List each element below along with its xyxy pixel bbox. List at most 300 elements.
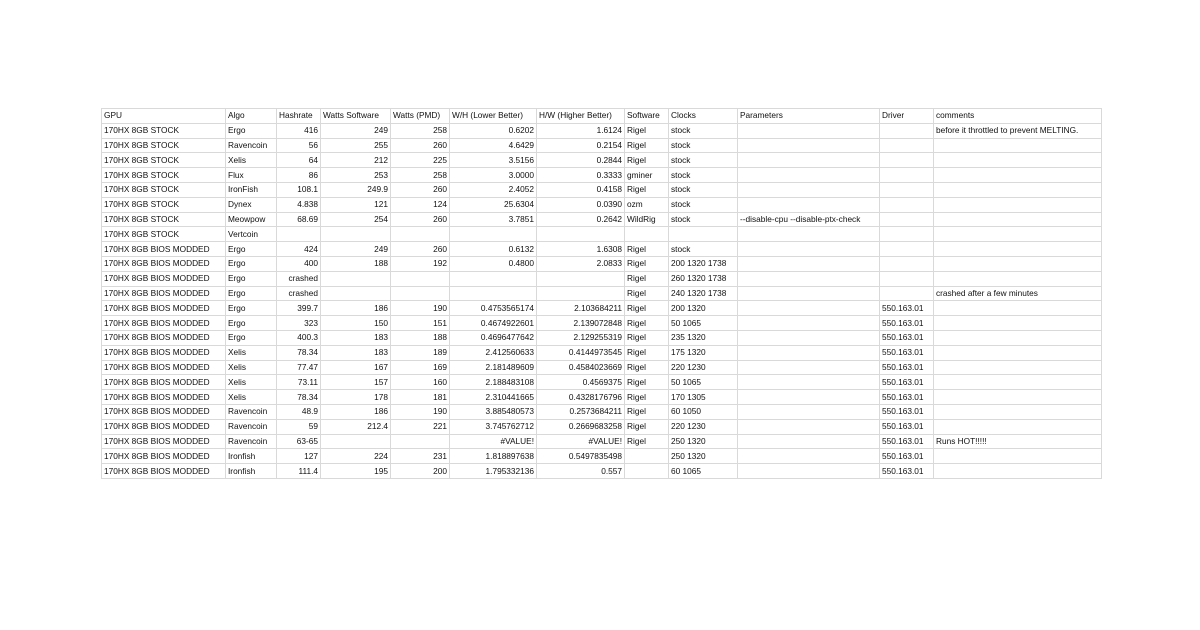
cell-clocks[interactable]: stock [669, 182, 738, 197]
header-cell-algo[interactable]: Algo [226, 109, 277, 124]
cell-parameters[interactable]: --disable-cpu --disable-ptx-check [738, 212, 880, 227]
cell-w-per-h[interactable]: 0.4696477642 [450, 330, 537, 345]
cell-parameters[interactable] [738, 419, 880, 434]
cell-w-per-h[interactable]: 2.181489609 [450, 360, 537, 375]
cell-clocks[interactable]: 60 1065 [669, 464, 738, 479]
cell-w-per-h[interactable]: 1.818897638 [450, 449, 537, 464]
cell-software[interactable]: Rigel [625, 182, 669, 197]
cell-hashrate[interactable]: 111.4 [277, 464, 321, 479]
cell-comments[interactable] [934, 153, 1102, 168]
cell-w-per-h[interactable]: 3.745762712 [450, 419, 537, 434]
cell-hashrate[interactable]: 86 [277, 168, 321, 183]
cell-watts-pmd[interactable]: 124 [391, 197, 450, 212]
cell-parameters[interactable] [738, 375, 880, 390]
cell-driver[interactable] [880, 168, 934, 183]
cell-algo[interactable]: Ergo [226, 271, 277, 286]
cell-watts-software[interactable]: 195 [321, 464, 391, 479]
cell-parameters[interactable] [738, 434, 880, 449]
cell-algo[interactable]: IronFish [226, 182, 277, 197]
cell-algo[interactable]: Ergo [226, 301, 277, 316]
cell-software[interactable]: Rigel [625, 301, 669, 316]
cell-driver[interactable] [880, 153, 934, 168]
cell-hashrate[interactable]: 108.1 [277, 182, 321, 197]
cell-software[interactable]: ozm [625, 197, 669, 212]
cell-h-per-w[interactable]: 0.0390 [537, 197, 625, 212]
cell-driver[interactable]: 550.163.01 [880, 404, 934, 419]
cell-clocks[interactable]: 50 1065 [669, 375, 738, 390]
cell-comments[interactable] [934, 330, 1102, 345]
cell-hashrate[interactable]: 63-65 [277, 434, 321, 449]
cell-watts-pmd[interactable]: 260 [391, 182, 450, 197]
cell-algo[interactable]: Ergo [226, 316, 277, 331]
cell-watts-pmd[interactable]: 189 [391, 345, 450, 360]
cell-comments[interactable] [934, 168, 1102, 183]
cell-software[interactable]: Rigel [625, 360, 669, 375]
cell-gpu[interactable]: 170HX 8GB BIOS MODDED [102, 345, 226, 360]
cell-watts-pmd[interactable]: 192 [391, 256, 450, 271]
cell-h-per-w[interactable]: 0.4144973545 [537, 345, 625, 360]
cell-gpu[interactable]: 170HX 8GB BIOS MODDED [102, 464, 226, 479]
cell-watts-pmd[interactable]: 181 [391, 390, 450, 405]
cell-gpu[interactable]: 170HX 8GB BIOS MODDED [102, 271, 226, 286]
cell-gpu[interactable]: 170HX 8GB STOCK [102, 168, 226, 183]
cell-clocks[interactable]: 175 1320 [669, 345, 738, 360]
cell-algo[interactable]: Ergo [226, 123, 277, 138]
cell-gpu[interactable]: 170HX 8GB BIOS MODDED [102, 449, 226, 464]
cell-software[interactable]: Rigel [625, 375, 669, 390]
cell-watts-pmd[interactable]: 258 [391, 168, 450, 183]
cell-software[interactable]: Rigel [625, 286, 669, 301]
cell-parameters[interactable] [738, 301, 880, 316]
cell-parameters[interactable] [738, 271, 880, 286]
cell-software[interactable]: Rigel [625, 138, 669, 153]
cell-hashrate[interactable]: 416 [277, 123, 321, 138]
cell-comments[interactable] [934, 138, 1102, 153]
cell-watts-software[interactable]: 186 [321, 301, 391, 316]
header-cell-watts-software[interactable]: Watts Software [321, 109, 391, 124]
cell-gpu[interactable]: 170HX 8GB STOCK [102, 212, 226, 227]
cell-software[interactable] [625, 464, 669, 479]
cell-w-per-h[interactable] [450, 286, 537, 301]
cell-algo[interactable]: Ironfish [226, 464, 277, 479]
cell-comments[interactable]: Runs HOT!!!!! [934, 434, 1102, 449]
cell-hashrate[interactable]: crashed [277, 286, 321, 301]
cell-parameters[interactable] [738, 360, 880, 375]
cell-watts-software[interactable]: 183 [321, 330, 391, 345]
cell-driver[interactable] [880, 256, 934, 271]
cell-w-per-h[interactable]: #VALUE! [450, 434, 537, 449]
cell-watts-pmd[interactable] [391, 434, 450, 449]
cell-w-per-h[interactable]: 25.6304 [450, 197, 537, 212]
cell-watts-pmd[interactable]: 160 [391, 375, 450, 390]
cell-watts-pmd[interactable]: 260 [391, 138, 450, 153]
cell-clocks[interactable]: 220 1230 [669, 360, 738, 375]
cell-comments[interactable]: before it throttled to prevent MELTING. [934, 123, 1102, 138]
cell-driver[interactable] [880, 286, 934, 301]
cell-watts-pmd[interactable]: 188 [391, 330, 450, 345]
cell-watts-software[interactable]: 157 [321, 375, 391, 390]
cell-comments[interactable] [934, 375, 1102, 390]
cell-h-per-w[interactable]: 0.4584023669 [537, 360, 625, 375]
cell-comments[interactable]: crashed after a few minutes [934, 286, 1102, 301]
cell-parameters[interactable] [738, 138, 880, 153]
cell-clocks[interactable]: 235 1320 [669, 330, 738, 345]
cell-h-per-w[interactable]: 0.4158 [537, 182, 625, 197]
cell-software[interactable]: WildRig [625, 212, 669, 227]
cell-driver[interactable]: 550.163.01 [880, 360, 934, 375]
cell-clocks[interactable]: stock [669, 242, 738, 257]
cell-watts-pmd[interactable]: 169 [391, 360, 450, 375]
cell-software[interactable]: Rigel [625, 404, 669, 419]
cell-h-per-w[interactable]: 0.557 [537, 464, 625, 479]
cell-h-per-w[interactable]: 1.6308 [537, 242, 625, 257]
cell-gpu[interactable]: 170HX 8GB BIOS MODDED [102, 316, 226, 331]
cell-clocks[interactable] [669, 227, 738, 242]
cell-clocks[interactable]: 250 1320 [669, 449, 738, 464]
cell-hashrate[interactable]: 77.47 [277, 360, 321, 375]
cell-algo[interactable]: Xelis [226, 390, 277, 405]
cell-software[interactable]: Rigel [625, 256, 669, 271]
cell-gpu[interactable]: 170HX 8GB BIOS MODDED [102, 360, 226, 375]
cell-w-per-h[interactable]: 2.4052 [450, 182, 537, 197]
cell-h-per-w[interactable]: 0.4569375 [537, 375, 625, 390]
cell-h-per-w[interactable]: #VALUE! [537, 434, 625, 449]
cell-driver[interactable] [880, 242, 934, 257]
cell-h-per-w[interactable] [537, 271, 625, 286]
cell-clocks[interactable]: stock [669, 138, 738, 153]
cell-gpu[interactable]: 170HX 8GB BIOS MODDED [102, 256, 226, 271]
cell-h-per-w[interactable]: 2.0833 [537, 256, 625, 271]
cell-comments[interactable] [934, 464, 1102, 479]
cell-parameters[interactable] [738, 449, 880, 464]
cell-algo[interactable]: Xelis [226, 360, 277, 375]
cell-hashrate[interactable]: 400.3 [277, 330, 321, 345]
cell-hashrate[interactable]: 424 [277, 242, 321, 257]
cell-gpu[interactable]: 170HX 8GB BIOS MODDED [102, 286, 226, 301]
cell-software[interactable] [625, 449, 669, 464]
cell-w-per-h[interactable]: 0.4800 [450, 256, 537, 271]
cell-hashrate[interactable]: 323 [277, 316, 321, 331]
cell-w-per-h[interactable]: 0.6202 [450, 123, 537, 138]
cell-algo[interactable]: Ergo [226, 242, 277, 257]
cell-gpu[interactable]: 170HX 8GB BIOS MODDED [102, 375, 226, 390]
cell-clocks[interactable]: 240 1320 1738 [669, 286, 738, 301]
cell-clocks[interactable]: 200 1320 1738 [669, 256, 738, 271]
cell-w-per-h[interactable]: 2.310441665 [450, 390, 537, 405]
cell-algo[interactable]: Ravencoin [226, 419, 277, 434]
cell-hashrate[interactable]: 78.34 [277, 390, 321, 405]
cell-watts-software[interactable]: 188 [321, 256, 391, 271]
cell-parameters[interactable] [738, 123, 880, 138]
cell-driver[interactable]: 550.163.01 [880, 390, 934, 405]
cell-gpu[interactable]: 170HX 8GB BIOS MODDED [102, 404, 226, 419]
cell-w-per-h[interactable] [450, 227, 537, 242]
cell-h-per-w[interactable] [537, 286, 625, 301]
cell-parameters[interactable] [738, 330, 880, 345]
cell-watts-pmd[interactable]: 260 [391, 242, 450, 257]
cell-gpu[interactable]: 170HX 8GB BIOS MODDED [102, 419, 226, 434]
cell-w-per-h[interactable]: 3.5156 [450, 153, 537, 168]
cell-gpu[interactable]: 170HX 8GB BIOS MODDED [102, 301, 226, 316]
cell-h-per-w[interactable]: 0.2669683258 [537, 419, 625, 434]
cell-comments[interactable] [934, 301, 1102, 316]
cell-driver[interactable]: 550.163.01 [880, 301, 934, 316]
cell-algo[interactable]: Xelis [226, 345, 277, 360]
header-cell-gpu[interactable]: GPU [102, 109, 226, 124]
cell-software[interactable]: Rigel [625, 153, 669, 168]
cell-watts-pmd[interactable] [391, 227, 450, 242]
cell-driver[interactable] [880, 227, 934, 242]
cell-h-per-w[interactable]: 0.3333 [537, 168, 625, 183]
cell-watts-pmd[interactable]: 231 [391, 449, 450, 464]
cell-watts-pmd[interactable] [391, 286, 450, 301]
cell-gpu[interactable]: 170HX 8GB STOCK [102, 153, 226, 168]
cell-h-per-w[interactable] [537, 227, 625, 242]
cell-algo[interactable]: Ravencoin [226, 404, 277, 419]
cell-watts-software[interactable] [321, 227, 391, 242]
cell-h-per-w[interactable]: 2.129255319 [537, 330, 625, 345]
cell-watts-software[interactable]: 212.4 [321, 419, 391, 434]
cell-comments[interactable] [934, 256, 1102, 271]
cell-watts-software[interactable] [321, 271, 391, 286]
cell-watts-software[interactable] [321, 286, 391, 301]
cell-software[interactable]: Rigel [625, 316, 669, 331]
cell-algo[interactable]: Xelis [226, 375, 277, 390]
cell-watts-software[interactable]: 249 [321, 242, 391, 257]
cell-watts-pmd[interactable]: 221 [391, 419, 450, 434]
cell-driver[interactable]: 550.163.01 [880, 434, 934, 449]
cell-hashrate[interactable]: 59 [277, 419, 321, 434]
cell-hashrate[interactable]: 64 [277, 153, 321, 168]
cell-software[interactable]: Rigel [625, 330, 669, 345]
cell-hashrate[interactable]: crashed [277, 271, 321, 286]
cell-algo[interactable]: Ergo [226, 286, 277, 301]
cell-algo[interactable]: Ergo [226, 256, 277, 271]
cell-parameters[interactable] [738, 404, 880, 419]
cell-w-per-h[interactable]: 3.0000 [450, 168, 537, 183]
cell-watts-software[interactable]: 224 [321, 449, 391, 464]
cell-parameters[interactable] [738, 197, 880, 212]
cell-h-per-w[interactable]: 0.2573684211 [537, 404, 625, 419]
cell-comments[interactable] [934, 390, 1102, 405]
cell-w-per-h[interactable]: 0.4753565174 [450, 301, 537, 316]
cell-clocks[interactable]: stock [669, 153, 738, 168]
cell-gpu[interactable]: 170HX 8GB STOCK [102, 138, 226, 153]
cell-hashrate[interactable]: 78.34 [277, 345, 321, 360]
cell-driver[interactable]: 550.163.01 [880, 316, 934, 331]
cell-comments[interactable] [934, 419, 1102, 434]
cell-watts-software[interactable]: 167 [321, 360, 391, 375]
cell-comments[interactable] [934, 182, 1102, 197]
cell-w-per-h[interactable]: 3.7851 [450, 212, 537, 227]
cell-algo[interactable]: Ravencoin [226, 434, 277, 449]
cell-algo[interactable]: Meowpow [226, 212, 277, 227]
cell-clocks[interactable]: stock [669, 197, 738, 212]
cell-algo[interactable]: Vertcoin [226, 227, 277, 242]
cell-parameters[interactable] [738, 464, 880, 479]
cell-driver[interactable] [880, 138, 934, 153]
cell-h-per-w[interactable]: 0.2642 [537, 212, 625, 227]
cell-watts-software[interactable]: 253 [321, 168, 391, 183]
cell-w-per-h[interactable]: 0.4674922601 [450, 316, 537, 331]
cell-comments[interactable] [934, 197, 1102, 212]
cell-driver[interactable] [880, 197, 934, 212]
cell-parameters[interactable] [738, 316, 880, 331]
cell-hashrate[interactable]: 4.838 [277, 197, 321, 212]
cell-software[interactable]: gminer [625, 168, 669, 183]
header-cell-driver[interactable]: Driver [880, 109, 934, 124]
cell-hashrate[interactable]: 68.69 [277, 212, 321, 227]
cell-clocks[interactable]: 260 1320 1738 [669, 271, 738, 286]
cell-driver[interactable]: 550.163.01 [880, 419, 934, 434]
cell-parameters[interactable] [738, 153, 880, 168]
cell-comments[interactable] [934, 316, 1102, 331]
header-cell-parameters[interactable]: Parameters [738, 109, 880, 124]
cell-clocks[interactable]: 170 1305 [669, 390, 738, 405]
cell-comments[interactable] [934, 449, 1102, 464]
cell-software[interactable]: Rigel [625, 390, 669, 405]
cell-algo[interactable]: Ravencoin [226, 138, 277, 153]
cell-watts-software[interactable] [321, 434, 391, 449]
cell-parameters[interactable] [738, 390, 880, 405]
cell-driver[interactable] [880, 123, 934, 138]
cell-software[interactable]: Rigel [625, 345, 669, 360]
cell-comments[interactable] [934, 227, 1102, 242]
cell-watts-software[interactable]: 150 [321, 316, 391, 331]
cell-algo[interactable]: Dynex [226, 197, 277, 212]
cell-clocks[interactable]: stock [669, 168, 738, 183]
cell-clocks[interactable]: stock [669, 212, 738, 227]
cell-gpu[interactable]: 170HX 8GB BIOS MODDED [102, 390, 226, 405]
cell-watts-pmd[interactable] [391, 271, 450, 286]
cell-watts-software[interactable]: 255 [321, 138, 391, 153]
cell-gpu[interactable]: 170HX 8GB STOCK [102, 182, 226, 197]
cell-gpu[interactable]: 170HX 8GB STOCK [102, 227, 226, 242]
cell-gpu[interactable]: 170HX 8GB BIOS MODDED [102, 330, 226, 345]
cell-hashrate[interactable]: 127 [277, 449, 321, 464]
cell-watts-pmd[interactable]: 190 [391, 301, 450, 316]
cell-h-per-w[interactable]: 0.2844 [537, 153, 625, 168]
cell-hashrate[interactable]: 56 [277, 138, 321, 153]
cell-comments[interactable] [934, 212, 1102, 227]
cell-parameters[interactable] [738, 256, 880, 271]
cell-parameters[interactable] [738, 345, 880, 360]
cell-w-per-h[interactable]: 0.6132 [450, 242, 537, 257]
cell-w-per-h[interactable]: 1.795332136 [450, 464, 537, 479]
header-cell-comments[interactable]: comments [934, 109, 1102, 124]
cell-hashrate[interactable]: 73.11 [277, 375, 321, 390]
cell-parameters[interactable] [738, 227, 880, 242]
cell-driver[interactable]: 550.163.01 [880, 464, 934, 479]
cell-parameters[interactable] [738, 242, 880, 257]
cell-clocks[interactable]: 250 1320 [669, 434, 738, 449]
cell-software[interactable]: Rigel [625, 271, 669, 286]
cell-parameters[interactable] [738, 286, 880, 301]
cell-driver[interactable] [880, 212, 934, 227]
cell-w-per-h[interactable]: 4.6429 [450, 138, 537, 153]
cell-h-per-w[interactable]: 0.2154 [537, 138, 625, 153]
cell-driver[interactable] [880, 182, 934, 197]
header-cell-w-per-h[interactable]: W/H (Lower Better) [450, 109, 537, 124]
cell-comments[interactable] [934, 345, 1102, 360]
cell-driver[interactable]: 550.163.01 [880, 345, 934, 360]
cell-hashrate[interactable]: 399.7 [277, 301, 321, 316]
cell-driver[interactable]: 550.163.01 [880, 375, 934, 390]
cell-watts-pmd[interactable]: 200 [391, 464, 450, 479]
header-cell-watts-pmd[interactable]: Watts (PMD) [391, 109, 450, 124]
cell-h-per-w[interactable]: 2.139072848 [537, 316, 625, 331]
cell-algo[interactable]: Ergo [226, 330, 277, 345]
cell-w-per-h[interactable]: 2.188483108 [450, 375, 537, 390]
cell-watts-software[interactable]: 254 [321, 212, 391, 227]
cell-gpu[interactable]: 170HX 8GB BIOS MODDED [102, 242, 226, 257]
cell-clocks[interactable]: stock [669, 123, 738, 138]
cell-h-per-w[interactable]: 0.5497835498 [537, 449, 625, 464]
cell-driver[interactable] [880, 271, 934, 286]
cell-clocks[interactable]: 200 1320 [669, 301, 738, 316]
cell-watts-software[interactable]: 183 [321, 345, 391, 360]
cell-software[interactable]: Rigel [625, 419, 669, 434]
cell-h-per-w[interactable]: 1.6124 [537, 123, 625, 138]
cell-watts-pmd[interactable]: 260 [391, 212, 450, 227]
cell-algo[interactable]: Xelis [226, 153, 277, 168]
cell-watts-software[interactable]: 212 [321, 153, 391, 168]
cell-hashrate[interactable] [277, 227, 321, 242]
cell-watts-software[interactable]: 249 [321, 123, 391, 138]
cell-watts-pmd[interactable]: 190 [391, 404, 450, 419]
header-cell-h-per-w[interactable]: H/W (Higher Better) [537, 109, 625, 124]
cell-hashrate[interactable]: 400 [277, 256, 321, 271]
cell-clocks[interactable]: 60 1050 [669, 404, 738, 419]
cell-watts-software[interactable]: 121 [321, 197, 391, 212]
cell-parameters[interactable] [738, 182, 880, 197]
cell-driver[interactable]: 550.163.01 [880, 449, 934, 464]
cell-gpu[interactable]: 170HX 8GB STOCK [102, 197, 226, 212]
cell-watts-software[interactable]: 249.9 [321, 182, 391, 197]
cell-comments[interactable] [934, 360, 1102, 375]
cell-watts-pmd[interactable]: 258 [391, 123, 450, 138]
cell-clocks[interactable]: 50 1065 [669, 316, 738, 331]
cell-hashrate[interactable]: 48.9 [277, 404, 321, 419]
cell-software[interactable]: Rigel [625, 434, 669, 449]
cell-driver[interactable]: 550.163.01 [880, 330, 934, 345]
cell-algo[interactable]: Flux [226, 168, 277, 183]
cell-watts-software[interactable]: 186 [321, 404, 391, 419]
cell-software[interactable] [625, 227, 669, 242]
cell-gpu[interactable]: 170HX 8GB STOCK [102, 123, 226, 138]
cell-comments[interactable] [934, 242, 1102, 257]
header-cell-clocks[interactable]: Clocks [669, 109, 738, 124]
cell-h-per-w[interactable]: 0.4328176796 [537, 390, 625, 405]
cell-comments[interactable] [934, 404, 1102, 419]
header-cell-software[interactable]: Software [625, 109, 669, 124]
cell-algo[interactable]: Ironfish [226, 449, 277, 464]
cell-software[interactable]: Rigel [625, 123, 669, 138]
cell-w-per-h[interactable]: 2.412560633 [450, 345, 537, 360]
cell-watts-software[interactable]: 178 [321, 390, 391, 405]
cell-software[interactable]: Rigel [625, 242, 669, 257]
header-cell-hashrate[interactable]: Hashrate [277, 109, 321, 124]
cell-h-per-w[interactable]: 2.103684211 [537, 301, 625, 316]
cell-gpu[interactable]: 170HX 8GB BIOS MODDED [102, 434, 226, 449]
cell-watts-pmd[interactable]: 151 [391, 316, 450, 331]
cell-comments[interactable] [934, 271, 1102, 286]
cell-parameters[interactable] [738, 168, 880, 183]
cell-clocks[interactable]: 220 1230 [669, 419, 738, 434]
cell-w-per-h[interactable] [450, 271, 537, 286]
cell-watts-pmd[interactable]: 225 [391, 153, 450, 168]
cell-w-per-h[interactable]: 3.885480573 [450, 404, 537, 419]
